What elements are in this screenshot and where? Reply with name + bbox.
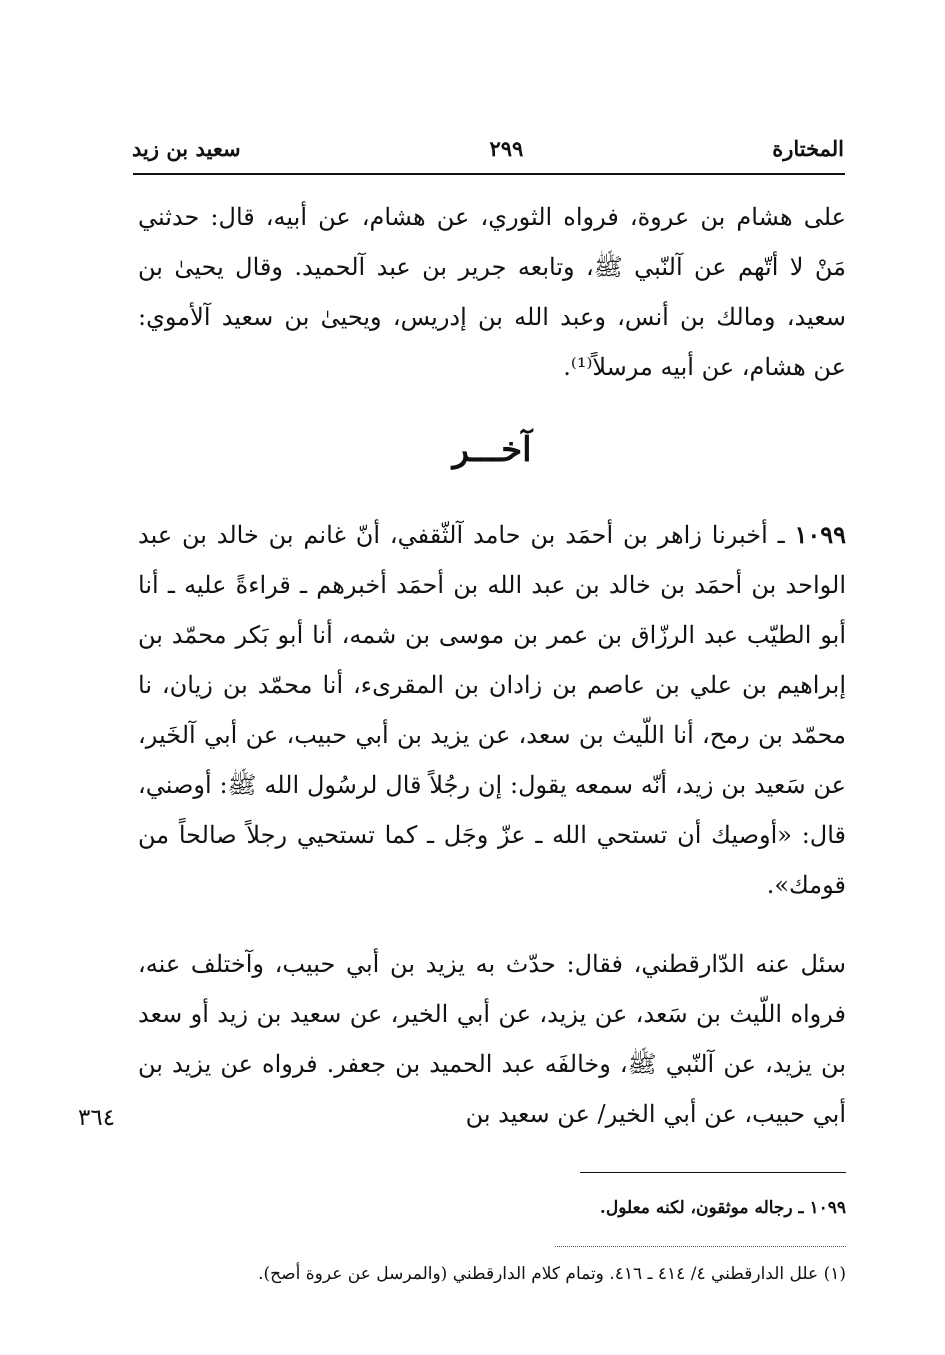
header-rule — [133, 173, 845, 175]
paragraph-commentary — [138, 939, 846, 1139]
header-left-title: سعيد بن زيد — [132, 135, 241, 161]
footnote-rule — [580, 1172, 846, 1173]
header-page-number: ٢٩٩ — [489, 135, 524, 161]
paragraph-text: سئل عنه الدّارقطني، فقال: حدّث به يزيد بن أبي حبيب، وآختلف عنه، فرواه اللّيث بن سَعد، عن يزيد، عن أبي الخير، عن سعيد بن زيد أو سعد بن يزيد، عن آلنّبي ﷺ، وخالفَه عبد الحميد بن جعفر. فرواه عن يزيد بن أبي حبيب، عن أبي الخير/ عن سعيد بن — [138, 950, 846, 1128]
footnote-divider — [555, 1246, 846, 1247]
footnote-entry-note: ١٠٩٩ ـ رجاله موثقون، لكنه معلول. — [599, 1198, 846, 1218]
section-title: آخـــر — [452, 430, 532, 470]
running-header — [132, 130, 844, 166]
header-right-title: المختارة — [772, 135, 844, 161]
footnote-1: (١) علل الدارقطني ٤/ ٤١٤ ـ ٤١٦. وتمام كلام الدارقطني (والمرسل عن عروة أصح). — [258, 1264, 846, 1284]
entry-number: ١٠٩٩ — [794, 520, 847, 549]
margin-page-number: ٣٦٤ — [78, 1105, 116, 1131]
paragraph-text: على هشام بن عروة، فرواه الثوري، عن هشام، عن أبيه، قال: حدثني مَنْ لا أتّهم عن آلنّبي ﷺ، وتابعه جرير بن عبد آلحميد. وقال يحيىٰ بن سعيد، ومالك بن أنس، وعبد الله بن إدريس، ويحيىٰ بن سعيد آلأموي: عن هشام، عن أبيه مرسلاً⁽¹⁾. — [138, 203, 846, 381]
paragraph-hadith-entry — [138, 510, 846, 910]
paragraph-text: ـ أخبرنا زاهر بن أحمَد بن حامد آلثّقفي، أنّ غانم بن خالد بن عبد الواحد بن أحمَد بن خالد بن عبد الله بن أحمَد أخبرهم ـ قراءةً عليه ـ أنا أبو الطيّب عبد الرزّاق بن عمر بن موسى بن شمه، أنا أبو بَكر محمّد بن إبراهيم بن علي بن عاصم بن زادان بن المقرىء، أنا محمّد بن زيان، نا محمّد بن رمح، أنا اللّيث بن سعد، عن يزيد بن أبي حبيب، عن أبي آلخَير، عن سَعيد بن زيد، أنّه سمعه يقول: إن رجُلاً قال لرسُول الله ﷺ: أوصني، قال: «أوصيك أن تستحي الله ـ عزّ وجَل ـ كما تستحيي رجلاً صالحاً من قومك». — [138, 521, 847, 899]
paragraph-continuation — [138, 192, 846, 392]
